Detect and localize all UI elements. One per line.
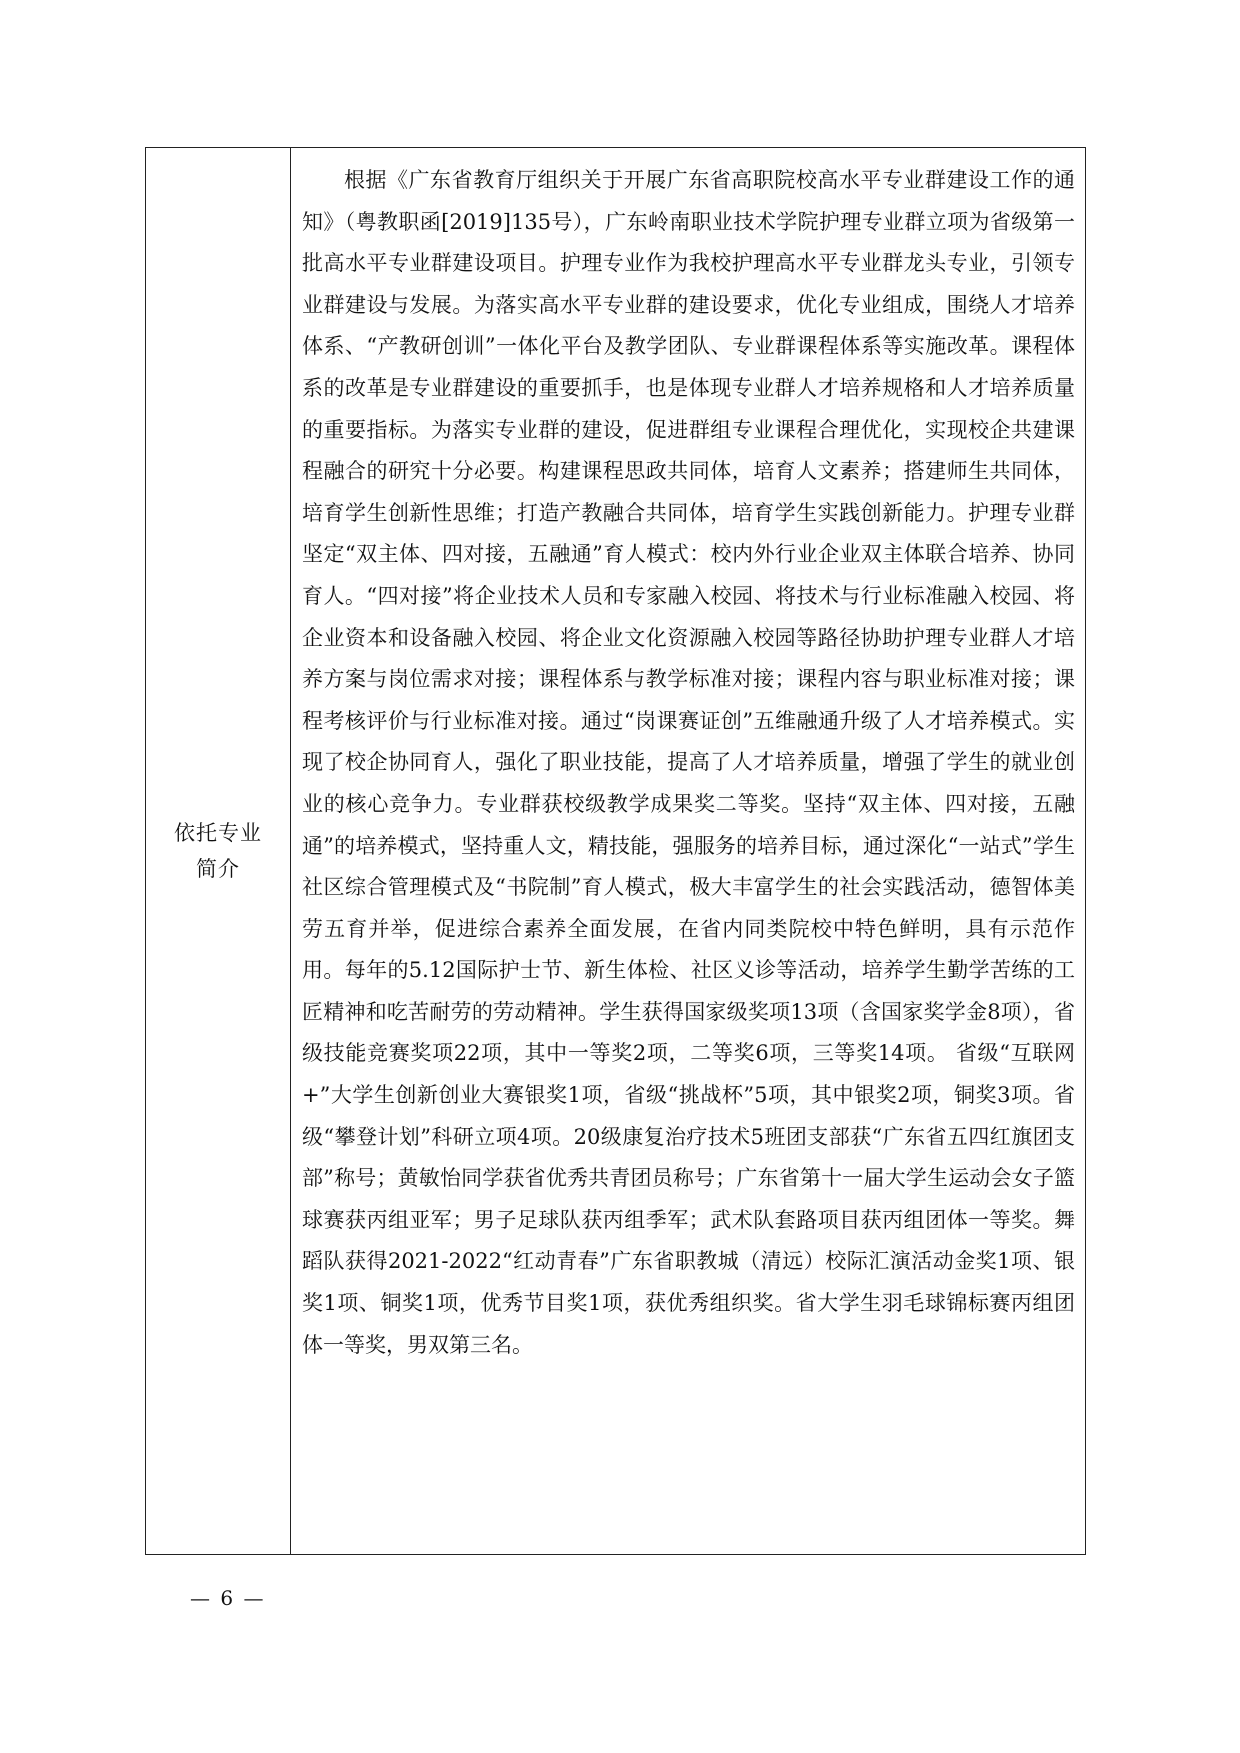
info-table bbox=[145, 147, 1086, 1555]
column-divider bbox=[290, 148, 291, 1554]
label-cell bbox=[146, 148, 290, 1554]
row-label: 依托专业简介 bbox=[174, 821, 262, 881]
introduction-text: 根据《广东省教育厅组织关于开展广东省高职院校高水平专业群建设工作的通知》（粤教职函[2019]135号），广东岭南职业技术学院护理专业群立项为省级第一批高水平专业群建设项目。护理专业作为我校护理高水平专业群龙头专业，引领专业群建设与发展。为落实高水平专业群的建设要求，优化专业组成，围绕人才培养体系、“产教研创训”一体化平台及教学团队、专业群课程体系等实施改革。课程体系的改革是专业群建设的重要抓手，也是体现专业群人才培养规格和人才培养质量的重要指标。为落实专业群的建设，促进群组专业课程合理优化，实现校企共建课程融合的研究十分必要。构建课程思政共同体，培育人文素养；搭建师生共同体，培育学生创新性思维；打造产教融合共同体，培育学生实践创新能力。护理专业群坚定“双主体、四对接，五融通”育人模式：校内外行业企业双主体联合培养、协同育人。“四对接”将企业技术人员和专家融入校园、将技术与行业标准融入校园、将企业资本和设备融入校园、将企业文化资源融入校园等路径协助护理专业群人才培养方案与岗位需求对接；课程体系与教学标准对接；课程内容与职业标准对接；课程考核评价与行业标准对接。通过“岗课赛证创”五维融通升级了人才培养模式。实现了校企协同育人，强化了职业技能，提高了人才培养质量，增强了学生的就业创业的核心竞争力。专业群获校级教学成果奖二等奖。坚持“双主体、四对接，五融通”的培养模式，坚持重人文，精技能，强服务的培养目标，通过深化“一站式”学生社区综合管理模式及“书院制”育人模式，极大丰富学生的社会实践活动，德智体美劳五育并举，促进综合素养全面发展，在省内同类院校中特色鲜明，具有示范作用。每年的5.12国际护士节、新生体检、社区义诊等活动，培养学生勤学苦练的工匠精神和吃苦耐劳的劳动精神。学生获得国家级奖项13项（含国家奖学金8项），省级技能竞赛奖项22项，其中一等奖2项，二等奖6项，三等奖14项。 省级“互联网+”大学生创新创业大赛银奖1项，省级“挑战杯”5项，其中银奖2项，铜奖3项。省级“攀登计划”科研立项4项。20级康复治疗技术5班团支部获“广东省五四红旗团支部”称号；黄敏怡同学获省优秀共青团员称号；广东省第十一届大学生运动会女子篮球赛获丙组亚军；男子足球队获丙组季军；武术队套路项目获丙组团体一等奖。舞蹈队获得2021-2022“红动青春”广东省职教城（清远）校际汇演活动金奖1项、银奖1项、铜奖1项，优秀节目奖1项，获优秀组织奖。省大学生羽毛球锦标赛丙组团体一等奖，男双第三名。 bbox=[302, 168, 1075, 1357]
page-number: — 6 — bbox=[190, 1586, 266, 1610]
content-cell bbox=[292, 148, 1085, 1554]
